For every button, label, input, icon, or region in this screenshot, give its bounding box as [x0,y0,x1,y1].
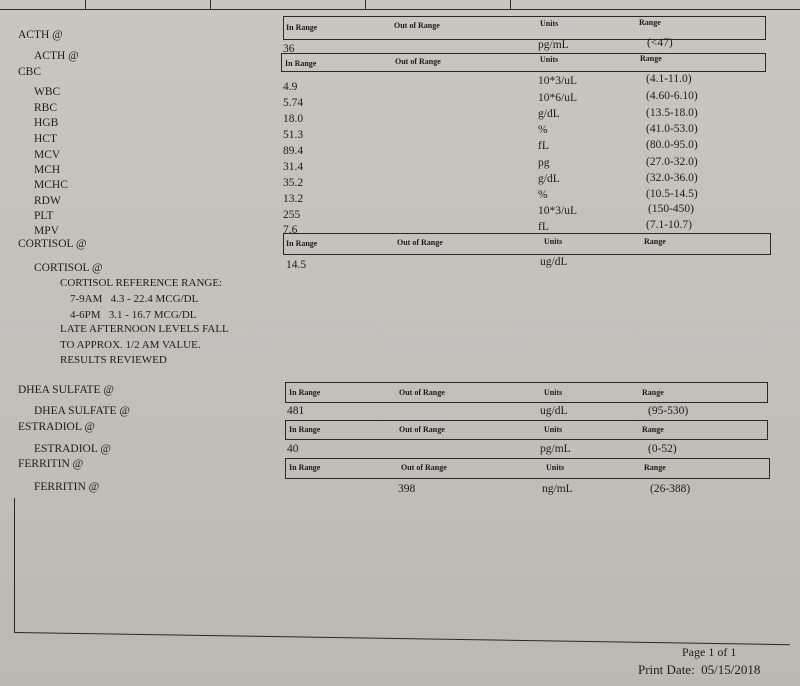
header-range: Range [644,237,666,246]
header-units: Units [544,388,563,397]
header-in-range: In Range [286,239,318,248]
header-units: Units [540,55,559,64]
value-dhea: 481 [287,405,305,417]
value-estradiol: 40 [287,443,299,455]
header-units: Units [546,463,565,472]
result-header-cortisol [283,233,771,255]
cbc-value-mpv: 7.6 [283,224,298,236]
top-table-line [0,9,800,10]
cbc-range-mcv: (80.0-95.0) [646,139,698,151]
cbc-name-mch: MCH [34,164,61,176]
bottom-border-line [14,632,790,645]
header-units: Units [544,237,563,246]
left-border-line [14,498,15,632]
header-in-range: In Range [289,463,321,472]
range-ferritin: (26-388) [650,483,691,495]
group-cbc: CBC [18,66,42,78]
cbc-units-rbc: 10*6/uL [538,92,577,104]
header-range: Range [642,388,664,397]
group-acth: ACTH @ [18,29,63,41]
cbc-units-mcv: fL [538,140,549,152]
header-in-range: In Range [286,23,318,32]
cbc-value-mcv: 89.4 [283,145,304,157]
cbc-name-rdw: RDW [34,195,61,207]
value-cortisol: 14.5 [286,259,307,271]
cbc-name-mpv: MPV [34,225,59,237]
header-range: Range [644,463,666,472]
cortisol-note-pm: 4-6PM 3.1 - 16.7 MCG/DL [70,309,197,321]
cbc-name-hgb: HGB [34,117,59,129]
cbc-value-rdw: 13.2 [283,193,304,205]
cortisol-note-reviewed: RESULTS REVIEWED [60,354,167,366]
cortisol-note-late: LATE AFTERNOON LEVELS FALL [60,323,229,335]
value-acth: 36 [283,43,295,55]
cbc-units-plt: 10*3/uL [538,205,577,217]
header-out-of-range: Out of Range [401,463,447,472]
result-header-acth [283,16,766,40]
cbc-value-rbc: 5.74 [283,97,304,109]
cbc-units-rdw: % [538,189,548,201]
cbc-name-plt: PLT [34,210,54,222]
cbc-range-hct: (41.0-53.0) [646,123,698,135]
group-estradiol: ESTRADIOL @ [18,421,95,433]
units-acth: pg/mL [538,39,569,51]
header-units: Units [544,425,563,434]
cbc-value-hgb: 18.0 [283,113,304,125]
header-out-of-range: Out of Range [399,425,445,434]
header-out-of-range: Out of Range [395,57,441,66]
group-dhea: DHEA SULFATE @ [18,384,114,396]
top-table-divider [510,0,511,9]
cbc-range-rdw: (10.5-14.5) [646,188,698,200]
cortisol-note-approx: TO APPROX. 1/2 AM VALUE. [60,339,201,351]
result-header-cbc [281,53,766,72]
cbc-range-wbc: (4.1-11.0) [646,73,692,85]
header-in-range: In Range [285,59,317,68]
top-table-divider [365,0,366,9]
result-header-dhea [285,382,768,403]
print-date: Print Date: 05/15/2018 [638,662,761,677]
top-table-divider [85,0,86,9]
cbc-range-hgb: (13.5-18.0) [646,107,698,119]
cbc-value-plt: 255 [283,209,301,221]
cbc-range-mch: (27.0-32.0) [646,156,698,168]
test-cortisol: CORTISOL @ [34,262,103,274]
value-ferritin: 398 [398,483,416,495]
cbc-units-wbc: 10*3/uL [538,75,577,87]
cbc-range-mchc: (32.0-36.0) [646,172,698,184]
cbc-range-mpv: (7.1-10.7) [646,219,692,231]
header-out-of-range: Out of Range [397,238,443,247]
cbc-name-wbc: WBC [34,86,61,98]
cbc-name-mchc: MCHC [34,179,68,191]
range-acth: (<47) [647,37,673,49]
header-range: Range [642,425,664,434]
cbc-range-rbc: (4.60-6.10) [646,90,698,102]
units-estradiol: pg/mL [540,443,571,455]
cbc-value-hct: 51.3 [283,129,304,141]
range-dhea: (95-530) [648,405,689,417]
units-cortisol: ug/dL [540,256,568,268]
units-ferritin: ng/mL [542,483,573,495]
result-header-ferritin [285,458,770,479]
header-out-of-range: Out of Range [394,21,440,30]
cbc-units-mpv: fL [538,221,549,233]
range-estradiol: (0-52) [648,443,677,455]
cbc-name-mcv: MCV [34,149,61,161]
page-number: Page 1 of 1 [682,645,737,659]
test-acth: ACTH @ [34,50,79,62]
result-header-estradiol [285,420,768,440]
header-out-of-range: Out of Range [399,388,445,397]
cortisol-note-am: 7-9AM 4.3 - 22.4 MCG/DL [70,293,199,305]
cbc-range-plt: (150-450) [648,203,694,215]
cbc-value-wbc: 4.9 [283,81,298,93]
test-dhea: DHEA SULFATE @ [34,405,130,417]
cbc-units-hgb: g/dL [538,108,560,120]
header-range: Range [640,54,662,63]
cbc-value-mchc: 35.2 [283,177,304,189]
header-in-range: In Range [289,388,321,397]
test-estradiol: ESTRADIOL @ [34,443,111,455]
cbc-value-mch: 31.4 [283,161,304,173]
header-in-range: In Range [289,425,321,434]
cbc-name-rbc: RBC [34,102,58,114]
cbc-units-mchc: g/dL [538,173,560,185]
cortisol-note-title: CORTISOL REFERENCE RANGE: [60,277,223,289]
header-range: Range [639,18,661,27]
group-ferritin: FERRITIN @ [18,458,84,470]
test-ferritin: FERRITIN @ [34,481,100,493]
cbc-units-mch: pg [538,157,550,169]
top-table-divider [210,0,211,9]
header-units: Units [540,19,559,28]
cbc-name-hct: HCT [34,133,57,145]
group-cortisol: CORTISOL @ [18,238,87,250]
units-dhea: ug/dL [540,405,568,417]
cbc-units-hct: % [538,124,548,136]
